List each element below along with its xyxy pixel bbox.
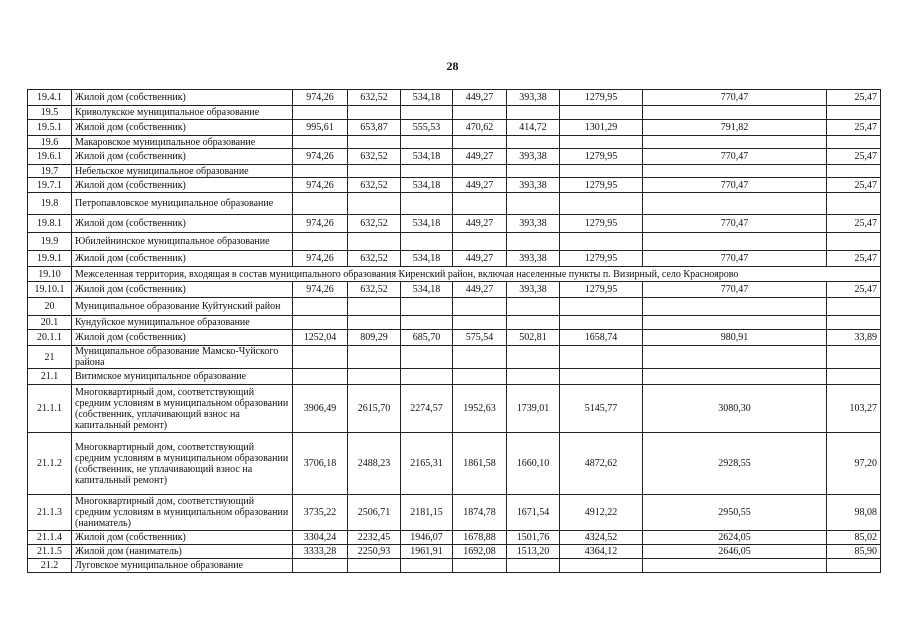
value-cell: 4364,12 bbox=[560, 545, 643, 559]
section-row bbox=[28, 136, 881, 149]
value-cell: 1739,01 bbox=[507, 385, 560, 433]
table-row bbox=[28, 385, 881, 433]
table-row bbox=[28, 120, 881, 136]
row-name: Муниципальное образование Куйтунский район bbox=[72, 298, 293, 316]
section-row bbox=[28, 165, 881, 178]
row-code: 21.1 bbox=[28, 369, 72, 385]
value-cell: 2274,57 bbox=[401, 385, 453, 433]
row-code: 19.7 bbox=[28, 165, 72, 178]
table-row bbox=[28, 215, 881, 233]
value-cell: 685,70 bbox=[401, 330, 453, 346]
section-row bbox=[28, 267, 881, 282]
row-name: Муниципальное образование Мамско-Чуйского района bbox=[72, 346, 293, 369]
value-cell: 632,52 bbox=[348, 251, 401, 267]
row-name: Криволукское муниципальное образование bbox=[72, 106, 293, 120]
value-cell: 1279,95 bbox=[560, 149, 643, 165]
value-cell: 3706,18 bbox=[293, 433, 348, 495]
row-code: 19.5.1 bbox=[28, 120, 72, 136]
value-cell: 1279,95 bbox=[560, 282, 643, 298]
value-cell: 534,18 bbox=[401, 282, 453, 298]
value-cell: 5145,77 bbox=[560, 385, 643, 433]
value-cell: 534,18 bbox=[401, 149, 453, 165]
value-cell: 393,38 bbox=[507, 178, 560, 193]
value-cell: 449,27 bbox=[453, 178, 507, 193]
value-cell: 2488,23 bbox=[348, 433, 401, 495]
row-code: 21 bbox=[28, 346, 72, 369]
value-cell: 974,26 bbox=[293, 178, 348, 193]
value-cell: 1660,10 bbox=[507, 433, 560, 495]
table-row bbox=[28, 149, 881, 165]
value-cell: 632,52 bbox=[348, 149, 401, 165]
value-cell: 25,47 bbox=[827, 282, 881, 298]
value-cell: 2624,05 bbox=[643, 531, 827, 545]
page-number: 28 bbox=[446, 59, 459, 73]
value-cell: 414,72 bbox=[507, 120, 560, 136]
table-row bbox=[28, 251, 881, 267]
value-cell: 1861,58 bbox=[453, 433, 507, 495]
row-code: 19.5 bbox=[28, 106, 72, 120]
value-cell: 1501,76 bbox=[507, 531, 560, 545]
value-cell: 1952,63 bbox=[453, 385, 507, 433]
value-cell: 470,62 bbox=[453, 120, 507, 136]
value-cell: 1279,95 bbox=[560, 178, 643, 193]
table-row bbox=[28, 330, 881, 346]
row-name: Многоквартирный дом, соответствующий средним условиям в муниципальном образовании (наниматель) bbox=[72, 495, 293, 531]
value-cell: 2928,55 bbox=[643, 433, 827, 495]
value-cell: 1252,04 bbox=[293, 330, 348, 346]
value-cell: 25,47 bbox=[827, 251, 881, 267]
section-row bbox=[28, 233, 881, 251]
value-cell: 393,38 bbox=[507, 282, 560, 298]
value-cell: 575,54 bbox=[453, 330, 507, 346]
value-cell: 980,91 bbox=[643, 330, 827, 346]
row-name: Многоквартирный дом, соответствующий средним условиям в муниципальном образовании (собственник, уплачивающий взнос на капитальный ремонт) bbox=[72, 385, 293, 433]
value-cell: 2615,70 bbox=[348, 385, 401, 433]
value-cell: 770,47 bbox=[643, 215, 827, 233]
value-cell: 1678,88 bbox=[453, 531, 507, 545]
table-row bbox=[28, 433, 881, 495]
value-cell: 449,27 bbox=[453, 90, 507, 106]
row-name: Луговское муниципальное образование bbox=[72, 559, 293, 573]
table-row bbox=[28, 531, 881, 545]
row-code: 19.6.1 bbox=[28, 149, 72, 165]
value-cell: 1671,54 bbox=[507, 495, 560, 531]
value-cell: 3304,24 bbox=[293, 531, 348, 545]
value-cell: 632,52 bbox=[348, 215, 401, 233]
row-code: 20 bbox=[28, 298, 72, 316]
row-name: Жилой дом (собственник) bbox=[72, 149, 293, 165]
table-row bbox=[28, 90, 881, 106]
row-code: 19.10 bbox=[28, 267, 72, 282]
value-cell: 770,47 bbox=[643, 251, 827, 267]
value-cell: 555,53 bbox=[401, 120, 453, 136]
value-cell: 25,47 bbox=[827, 149, 881, 165]
value-cell: 1658,74 bbox=[560, 330, 643, 346]
value-cell: 995,61 bbox=[293, 120, 348, 136]
value-cell: 534,18 bbox=[401, 251, 453, 267]
tariff-table bbox=[27, 89, 881, 573]
value-cell: 791,82 bbox=[643, 120, 827, 136]
value-cell: 974,26 bbox=[293, 215, 348, 233]
value-cell: 770,47 bbox=[643, 90, 827, 106]
value-cell: 33,89 bbox=[827, 330, 881, 346]
value-cell: 4324,52 bbox=[560, 531, 643, 545]
value-cell: 2250,93 bbox=[348, 545, 401, 559]
section-row bbox=[28, 316, 881, 330]
value-cell: 1301,29 bbox=[560, 120, 643, 136]
row-code: 19.6 bbox=[28, 136, 72, 149]
value-cell: 449,27 bbox=[453, 149, 507, 165]
value-cell: 25,47 bbox=[827, 90, 881, 106]
value-cell: 3080,30 bbox=[643, 385, 827, 433]
value-cell: 1279,95 bbox=[560, 215, 643, 233]
value-cell: 449,27 bbox=[453, 251, 507, 267]
row-name: Жилой дом (наниматель) bbox=[72, 545, 293, 559]
table-row bbox=[28, 282, 881, 298]
value-cell: 770,47 bbox=[643, 149, 827, 165]
row-code: 19.10.1 bbox=[28, 282, 72, 298]
value-cell: 502,81 bbox=[507, 330, 560, 346]
value-cell: 770,47 bbox=[643, 178, 827, 193]
row-code: 19.9.1 bbox=[28, 251, 72, 267]
row-name: Многоквартирный дом, соответствующий средним условиям в муниципальном образовании (собственник, не уплачивающий взнос на капитальный ремонт) bbox=[72, 433, 293, 495]
value-cell: 2950,55 bbox=[643, 495, 827, 531]
row-code: 19.4.1 bbox=[28, 90, 72, 106]
section-row bbox=[28, 346, 881, 369]
value-cell: 98,08 bbox=[827, 495, 881, 531]
row-name: Жилой дом (собственник) bbox=[72, 330, 293, 346]
row-name: Витимское муниципальное образование bbox=[72, 369, 293, 385]
row-name: Макаровское муниципальное образование bbox=[72, 136, 293, 149]
value-cell: 3906,49 bbox=[293, 385, 348, 433]
value-cell: 809,29 bbox=[348, 330, 401, 346]
value-cell: 25,47 bbox=[827, 178, 881, 193]
row-name: Жилой дом (собственник) bbox=[72, 120, 293, 136]
value-cell: 1961,91 bbox=[401, 545, 453, 559]
value-cell: 2646,05 bbox=[643, 545, 827, 559]
table-row bbox=[28, 178, 881, 193]
value-cell: 449,27 bbox=[453, 282, 507, 298]
row-code: 20.1.1 bbox=[28, 330, 72, 346]
value-cell: 393,38 bbox=[507, 215, 560, 233]
row-name: Жилой дом (собственник) bbox=[72, 282, 293, 298]
value-cell: 632,52 bbox=[348, 178, 401, 193]
value-cell: 393,38 bbox=[507, 90, 560, 106]
value-cell: 393,38 bbox=[507, 251, 560, 267]
value-cell: 85,90 bbox=[827, 545, 881, 559]
section-row bbox=[28, 298, 881, 316]
table-row bbox=[28, 495, 881, 531]
row-code: 21.1.1 bbox=[28, 385, 72, 433]
value-cell: 1692,08 bbox=[453, 545, 507, 559]
row-code: 19.9 bbox=[28, 233, 72, 251]
row-code: 19.8.1 bbox=[28, 215, 72, 233]
value-cell: 974,26 bbox=[293, 251, 348, 267]
value-cell: 632,52 bbox=[348, 282, 401, 298]
row-code: 19.7.1 bbox=[28, 178, 72, 193]
value-cell: 632,52 bbox=[348, 90, 401, 106]
value-cell: 974,26 bbox=[293, 149, 348, 165]
value-cell: 1513,20 bbox=[507, 545, 560, 559]
row-code: 19.8 bbox=[28, 193, 72, 215]
value-cell: 4872,62 bbox=[560, 433, 643, 495]
value-cell: 534,18 bbox=[401, 90, 453, 106]
value-cell: 25,47 bbox=[827, 120, 881, 136]
value-cell: 534,18 bbox=[401, 215, 453, 233]
value-cell: 25,47 bbox=[827, 215, 881, 233]
section-row bbox=[28, 559, 881, 573]
value-cell: 449,27 bbox=[453, 215, 507, 233]
section-row bbox=[28, 106, 881, 120]
value-cell: 1279,95 bbox=[560, 90, 643, 106]
value-cell: 85,02 bbox=[827, 531, 881, 545]
value-cell: 103,27 bbox=[827, 385, 881, 433]
value-cell: 1874,78 bbox=[453, 495, 507, 531]
value-cell: 974,26 bbox=[293, 282, 348, 298]
row-name: Жилой дом (собственник) bbox=[72, 178, 293, 193]
row-name: Юбилейнинское муниципальное образование bbox=[72, 233, 293, 251]
value-cell: 1946,07 bbox=[401, 531, 453, 545]
row-name: Жилой дом (собственник) bbox=[72, 90, 293, 106]
table-row bbox=[28, 545, 881, 559]
value-cell: 1279,95 bbox=[560, 251, 643, 267]
row-code: 21.1.4 bbox=[28, 531, 72, 545]
row-code: 21.1.2 bbox=[28, 433, 72, 495]
value-cell: 393,38 bbox=[507, 149, 560, 165]
row-name: Жилой дом (собственник) bbox=[72, 531, 293, 545]
row-name: Межселенная территория, входящая в состав муниципального образования Киренский район, включая населенные пункты п. Визирный, село Красноярово bbox=[72, 267, 881, 282]
value-cell: 653,87 bbox=[348, 120, 401, 136]
value-cell: 534,18 bbox=[401, 178, 453, 193]
value-cell: 2506,71 bbox=[348, 495, 401, 531]
section-row bbox=[28, 369, 881, 385]
row-name: Жилой дом (собственник) bbox=[72, 215, 293, 233]
value-cell: 4912,22 bbox=[560, 495, 643, 531]
row-name: Кундуйское муниципальное образование bbox=[72, 316, 293, 330]
row-name: Небельское муниципальное образование bbox=[72, 165, 293, 178]
section-row bbox=[28, 193, 881, 215]
row-code: 21.1.5 bbox=[28, 545, 72, 559]
row-code: 20.1 bbox=[28, 316, 72, 330]
value-cell: 2181,15 bbox=[401, 495, 453, 531]
row-code: 21.1.3 bbox=[28, 495, 72, 531]
value-cell: 2232,45 bbox=[348, 531, 401, 545]
row-code: 21.2 bbox=[28, 559, 72, 573]
value-cell: 97,20 bbox=[827, 433, 881, 495]
value-cell: 974,26 bbox=[293, 90, 348, 106]
row-name: Петропавловское муниципальное образование bbox=[72, 193, 293, 215]
value-cell: 770,47 bbox=[643, 282, 827, 298]
value-cell: 2165,31 bbox=[401, 433, 453, 495]
value-cell: 3333,28 bbox=[293, 545, 348, 559]
value-cell: 3735,22 bbox=[293, 495, 348, 531]
row-name: Жилой дом (собственник) bbox=[72, 251, 293, 267]
